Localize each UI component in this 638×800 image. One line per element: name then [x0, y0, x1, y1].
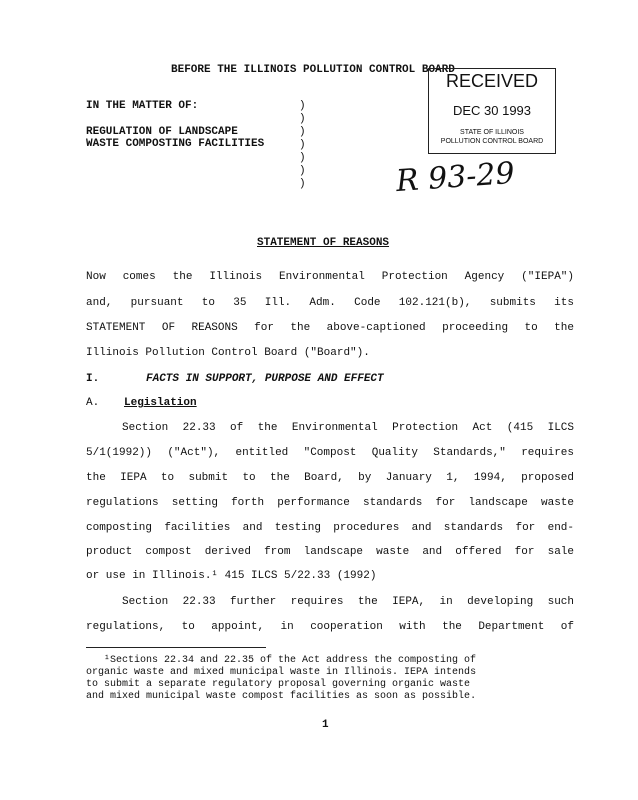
bracket: )	[299, 100, 306, 112]
bracket: )	[299, 165, 306, 177]
stamp-date: DEC 30 1993	[452, 103, 532, 118]
body-line: 5/1(1992)) ("Act"), entitled "Compost Quality Standards," requires	[86, 447, 574, 459]
body-line: regulations setting forth performance standards for landscape waste	[86, 497, 574, 509]
section-a-title: Legislation	[124, 397, 197, 409]
stamp-state: STATE OF ILLINOIS	[460, 129, 524, 136]
bracket: )	[299, 152, 306, 164]
bracket: )	[299, 126, 306, 138]
bracket: )	[299, 113, 306, 125]
stamp-board: POLLUTION CONTROL BOARD	[440, 138, 544, 145]
body-line: Section 22.33 further requires the IEPA, in developing such	[122, 596, 574, 608]
section-i-title: FACTS IN SUPPORT, PURPOSE AND EFFECT	[146, 373, 384, 385]
body-line: product compost derived from landscape waste and offered for sale	[86, 546, 574, 558]
body-line: Section 22.33 of the Environmental Protection Act (415 ILCS	[122, 422, 574, 434]
footnote-line: and mixed municipal waste compost facilities as soon as possible.	[86, 691, 477, 702]
footnote-line: to submit a separate regulatory proposal governing organic waste	[86, 679, 471, 690]
board-header: BEFORE THE ILLINOIS POLLUTION CONTROL BOARD	[171, 64, 455, 76]
page-number: 1	[322, 719, 329, 731]
intro-line: and, pursuant to 35 Ill. Adm. Code 102.121(b), submits its	[86, 297, 574, 309]
stamp-title: RECEIVED	[445, 71, 539, 91]
body-line: the IEPA to submit to the Board, by January 1, 1994, proposed	[86, 472, 574, 484]
intro-line: STATEMENT OF REASONS for the above-captioned proceeding to the	[86, 322, 574, 334]
footnote-rule	[86, 647, 266, 648]
docket-number: R 93-29	[394, 155, 516, 200]
footnote-line: organic waste and mixed municipal waste in Illinois. IEPA intends	[86, 667, 477, 678]
section-a-number: A.	[86, 397, 100, 409]
body-line: or use in Illinois.¹ 415 ILCS 5/22.33 (1992)	[86, 570, 377, 582]
intro-line: Now comes the Illinois Environmental Protection Agency ("IEPA")	[86, 271, 574, 283]
document-heading: STATEMENT OF REASONS	[257, 237, 390, 249]
section-i-number: I.	[86, 373, 100, 385]
body-line: composting facilities and testing procedures and standards for end-	[86, 522, 574, 534]
bracket: )	[299, 139, 306, 151]
received-stamp	[428, 68, 556, 154]
caption-line-2: WASTE COMPOSTING FACILITIES	[86, 138, 265, 150]
caption-line-1: REGULATION OF LANDSCAPE	[86, 126, 238, 138]
body-line: regulations, to appoint, in cooperation with the Department of	[86, 621, 574, 633]
bracket: )	[299, 178, 306, 190]
footnote-line: ¹Sections 22.34 and 22.35 of the Act address the composting of	[104, 655, 477, 666]
intro-line: Illinois Pollution Control Board ("Board").	[86, 347, 370, 359]
matter-label: IN THE MATTER OF:	[86, 100, 199, 112]
